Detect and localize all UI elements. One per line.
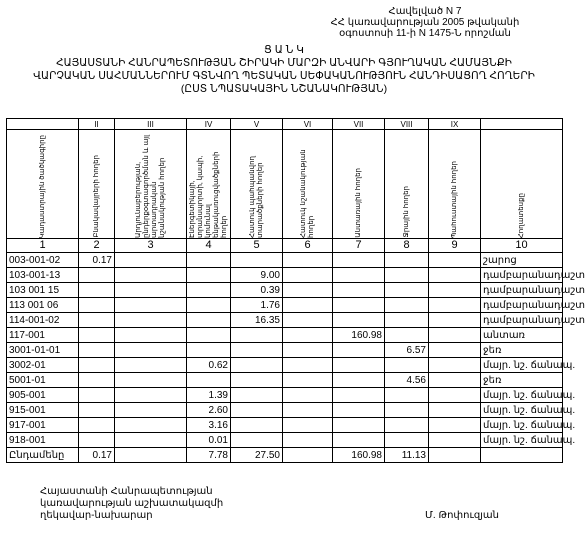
cadastral-code-cell: 3001-01-01 <box>7 343 79 358</box>
column-number-cell: 9 <box>429 239 481 253</box>
column-number-cell: 2 <box>79 239 115 253</box>
area-cell <box>115 283 187 298</box>
area-cell <box>283 268 333 283</box>
area-cell <box>283 433 333 448</box>
column-number-cell: 7 <box>333 239 385 253</box>
land-type-cell: անտառ <box>481 328 563 343</box>
area-cell <box>429 298 481 313</box>
area-cell <box>283 388 333 403</box>
cadastral-code-cell: 905-001 <box>7 388 79 403</box>
area-cell <box>231 388 283 403</box>
land-type-cell: դամբարանադաշտ <box>481 298 563 313</box>
signature-line: կառավարության աշխատակազմի <box>40 498 224 509</box>
area-cell: 0.17 <box>79 448 115 463</box>
area-cell <box>79 313 115 328</box>
table-row <box>7 328 563 343</box>
area-cell <box>333 358 385 373</box>
area-cell <box>385 388 429 403</box>
area-cell: 0.17 <box>79 253 115 268</box>
area-cell <box>115 418 187 433</box>
area-cell <box>187 283 231 298</box>
area-cell <box>333 253 385 268</box>
area-cell <box>385 403 429 418</box>
cadastral-code-cell: 917-001 <box>7 418 79 433</box>
table-row <box>7 373 563 388</box>
area-cell <box>385 298 429 313</box>
table-row <box>7 268 563 283</box>
area-cell <box>333 313 385 328</box>
area-cell <box>115 268 187 283</box>
area-cell <box>231 403 283 418</box>
area-cell <box>231 328 283 343</box>
area-cell <box>429 358 481 373</box>
table-row <box>7 253 563 268</box>
column-header-text: Հողատեսքը <box>517 192 525 238</box>
area-cell <box>385 268 429 283</box>
table-row <box>7 403 563 418</box>
land-type-cell: մայր. նշ. ճանապ. <box>481 418 563 433</box>
column-header-cell <box>7 130 79 239</box>
land-type-cell: դամբարանադաշտ <box>481 313 563 328</box>
area-cell <box>231 433 283 448</box>
column-number-cell: 5 <box>231 239 283 253</box>
cadastral-code-cell: 003-001-02 <box>7 253 79 268</box>
roman-numeral-cell: IV <box>187 119 231 130</box>
area-cell <box>333 403 385 418</box>
area-cell <box>333 373 385 388</box>
area-cell <box>115 253 187 268</box>
area-cell <box>115 298 187 313</box>
cadastral-code-cell: 117-001 <box>7 328 79 343</box>
roman-numeral-cell: IX <box>429 119 481 130</box>
area-cell <box>187 298 231 313</box>
area-cell <box>79 328 115 343</box>
area-cell <box>283 373 333 388</box>
area-cell <box>333 298 385 313</box>
title-line: Ց Ա Ն Կ <box>264 44 304 56</box>
area-cell <box>79 373 115 388</box>
roman-numeral-cell: VI <box>283 119 333 130</box>
area-cell <box>385 433 429 448</box>
column-header-cell <box>385 130 429 239</box>
roman-numeral-cell: VIII <box>385 119 429 130</box>
area-cell <box>187 253 231 268</box>
area-cell <box>187 313 231 328</box>
area-cell: 6.57 <box>385 343 429 358</box>
title-line: ՀԱՅԱՍՏԱՆԻ ՀԱՆՐԱՊԵՏՈՒԹՅԱՆ ՇԻՐԱԿԻ ՄԱՐԶԻ ԱՆՎԱՐԻ ԳՅՈՒՂԱԿԱՆ ՀԱՄԱՅՆՔԻ <box>56 57 512 69</box>
column-number-cell: 10 <box>481 239 563 253</box>
roman-numeral-cell <box>7 119 79 130</box>
area-cell <box>283 448 333 463</box>
signatory-name: Մ. Թոփուզյան <box>425 510 499 521</box>
area-cell <box>283 358 333 373</box>
roman-numeral-cell: II <box>79 119 115 130</box>
column-number-cell: 3 <box>115 239 187 253</box>
land-table <box>6 118 585 463</box>
header-line: ՀՀ կառավարության 2005 թվականի <box>330 17 520 28</box>
column-header-cell <box>231 130 283 239</box>
area-cell <box>231 253 283 268</box>
area-cell <box>333 418 385 433</box>
area-cell <box>79 418 115 433</box>
table-row <box>7 298 563 313</box>
area-cell: 2.60 <box>187 403 231 418</box>
column-header-text: Էներգետիկայի, տրանսպորտի, կապի, կոմունալ ենթակառուցվածքների հողեր <box>188 151 228 238</box>
area-cell <box>429 448 481 463</box>
land-type-cell: դամբարանադաշտ <box>481 283 563 298</box>
area-cell <box>115 403 187 418</box>
column-header-text: Պահուստային հողեր <box>450 160 458 238</box>
table-row <box>7 358 563 373</box>
column-number-row <box>7 239 563 253</box>
area-cell <box>283 328 333 343</box>
cadastral-code-cell: Ընդամենը <box>7 448 79 463</box>
area-cell <box>187 343 231 358</box>
table-row <box>7 388 563 403</box>
area-cell <box>429 343 481 358</box>
roman-numeral-cell: V <box>231 119 283 130</box>
area-cell <box>283 343 333 358</box>
cadastral-code-cell: 918-001 <box>7 433 79 448</box>
area-cell <box>231 418 283 433</box>
area-cell <box>115 433 187 448</box>
area-cell <box>385 418 429 433</box>
table-row <box>7 283 563 298</box>
area-cell <box>385 253 429 268</box>
roman-numeral-cell: III <box>115 119 187 130</box>
area-cell <box>385 313 429 328</box>
area-cell <box>115 448 187 463</box>
header-line: Հավելված N 7 <box>388 6 462 17</box>
land-type-cell: շարոց <box>481 253 563 268</box>
column-header-cell <box>79 130 115 239</box>
header-line: օգոստոսի 11-ի N 1475-Ն որոշման <box>339 28 511 39</box>
area-cell: 0.62 <box>187 358 231 373</box>
area-cell <box>115 373 187 388</box>
area-cell <box>429 433 481 448</box>
land-type-cell: ջեռ <box>481 343 563 358</box>
column-number-cell: 4 <box>187 239 231 253</box>
roman-header-row <box>7 119 563 130</box>
area-cell: 9.00 <box>231 268 283 283</box>
area-cell <box>283 313 333 328</box>
column-header-text: Կադաստրային ծածկագիրը <box>38 134 46 238</box>
land-type-cell: մայր. նշ. ճանապ. <box>481 358 563 373</box>
area-cell: 3.16 <box>187 418 231 433</box>
area-cell <box>79 388 115 403</box>
area-cell: 0.39 <box>231 283 283 298</box>
area-cell: 160.98 <box>333 328 385 343</box>
area-cell <box>333 283 385 298</box>
column-number-cell: 1 <box>7 239 79 253</box>
area-cell <box>79 298 115 313</box>
area-cell <box>385 328 429 343</box>
cadastral-code-cell: 5001-01 <box>7 373 79 388</box>
land-type-cell: մայր. նշ. ճանապ. <box>481 388 563 403</box>
table-row <box>7 418 563 433</box>
area-cell <box>429 373 481 388</box>
area-cell <box>187 373 231 388</box>
area-cell: 11.13 <box>385 448 429 463</box>
land-type-cell <box>481 448 563 463</box>
column-header-row <box>7 130 563 239</box>
area-cell: 1.39 <box>187 388 231 403</box>
area-cell <box>187 328 231 343</box>
cadastral-code-cell: 3002-01 <box>7 358 79 373</box>
area-cell <box>115 358 187 373</box>
area-cell <box>283 298 333 313</box>
column-header-cell <box>187 130 231 239</box>
area-cell: 4.56 <box>385 373 429 388</box>
area-cell <box>283 253 333 268</box>
table-body <box>7 253 585 463</box>
area-cell <box>429 268 481 283</box>
column-header-text: Հատուկ պահպանվող տարածքների հողեր <box>248 156 264 238</box>
area-cell <box>283 418 333 433</box>
area-cell <box>231 358 283 373</box>
column-header-text: Արդյունաբերության, ընդերքօգտագործման և այլ արտադրական նշանակության հողեր <box>134 134 166 238</box>
land-type-cell: մայր. նշ. ճանապ. <box>481 403 563 418</box>
cadastral-code-cell: 103-001-13 <box>7 268 79 283</box>
area-cell <box>115 343 187 358</box>
area-cell <box>231 373 283 388</box>
column-header-text: Ջրային հողեր <box>402 186 410 238</box>
column-header-cell <box>481 130 563 239</box>
signature-line: ղեկավար-նախարար <box>40 510 153 521</box>
area-cell: 16.35 <box>231 313 283 328</box>
area-cell: 7.78 <box>187 448 231 463</box>
land-type-cell: ջեռ <box>481 373 563 388</box>
area-cell <box>79 403 115 418</box>
column-header-cell <box>429 130 481 239</box>
area-cell <box>187 268 231 283</box>
column-header-text: Հատուկ նշանակության հողեր <box>299 149 315 238</box>
cadastral-code-cell: 113 001 06 <box>7 298 79 313</box>
document-title <box>0 44 568 96</box>
area-cell <box>429 253 481 268</box>
table-row <box>7 343 563 358</box>
column-header-cell <box>115 130 187 239</box>
table-row <box>7 313 563 328</box>
area-cell <box>231 343 283 358</box>
area-cell: 160.98 <box>333 448 385 463</box>
title-line: (ԸՍՏ ՆՊԱՏԱԿԱՅԻՆ ՆՇԱՆԱԿՈՒԹՅԱՆ) <box>180 83 388 95</box>
area-cell <box>115 328 187 343</box>
area-cell <box>115 313 187 328</box>
area-cell <box>385 283 429 298</box>
cadastral-code-cell: 114-001-02 <box>7 313 79 328</box>
title-line: ՎԱՐՉԱԿԱՆ ՍԱՀՄԱՆՆԵՐՈՒՄ ԳՏՆՎՈՂ ՊԵՏԱԿԱՆ ՍԵՓԱԿԱՆՈՒԹՅՈՒՆ ՀԱՆԴԻՍԱՑՈՂ ՀՈՂԵՐԻ <box>33 70 535 82</box>
roman-numeral-cell <box>481 119 563 130</box>
signature-line: Հայաստանի Հանրապետության <box>40 486 213 497</box>
area-cell <box>283 283 333 298</box>
roman-numeral-cell: VII <box>333 119 385 130</box>
column-header-text: Բնակավայրերի հողեր <box>92 155 100 238</box>
area-cell <box>429 403 481 418</box>
column-header-cell <box>283 130 333 239</box>
area-cell <box>79 283 115 298</box>
area-cell: 0.01 <box>187 433 231 448</box>
cadastral-code-cell: 915-001 <box>7 403 79 418</box>
area-cell <box>283 403 333 418</box>
land-type-cell: մայր. նշ. ճանապ. <box>481 433 563 448</box>
area-cell <box>429 418 481 433</box>
column-number-cell: 6 <box>283 239 333 253</box>
area-cell: 27.50 <box>231 448 283 463</box>
area-cell <box>79 433 115 448</box>
area-cell <box>333 343 385 358</box>
area-cell <box>79 343 115 358</box>
area-cell <box>333 268 385 283</box>
area-cell <box>385 358 429 373</box>
table-row <box>7 433 563 448</box>
document-header <box>290 6 560 39</box>
area-cell <box>429 283 481 298</box>
signature-block <box>40 486 223 522</box>
column-header-text: Անտառային հողեր <box>354 168 362 238</box>
total-row <box>7 448 563 463</box>
cadastral-code-cell: 103 001 15 <box>7 283 79 298</box>
area-cell <box>429 313 481 328</box>
area-cell <box>79 358 115 373</box>
area-cell <box>429 328 481 343</box>
area-cell <box>429 388 481 403</box>
area-cell <box>79 268 115 283</box>
area-cell <box>333 388 385 403</box>
land-type-cell: դամբարանադաշտ <box>481 268 563 283</box>
area-cell <box>333 433 385 448</box>
area-cell: 1.76 <box>231 298 283 313</box>
column-header-cell <box>333 130 385 239</box>
column-number-cell: 8 <box>385 239 429 253</box>
area-cell <box>115 388 187 403</box>
